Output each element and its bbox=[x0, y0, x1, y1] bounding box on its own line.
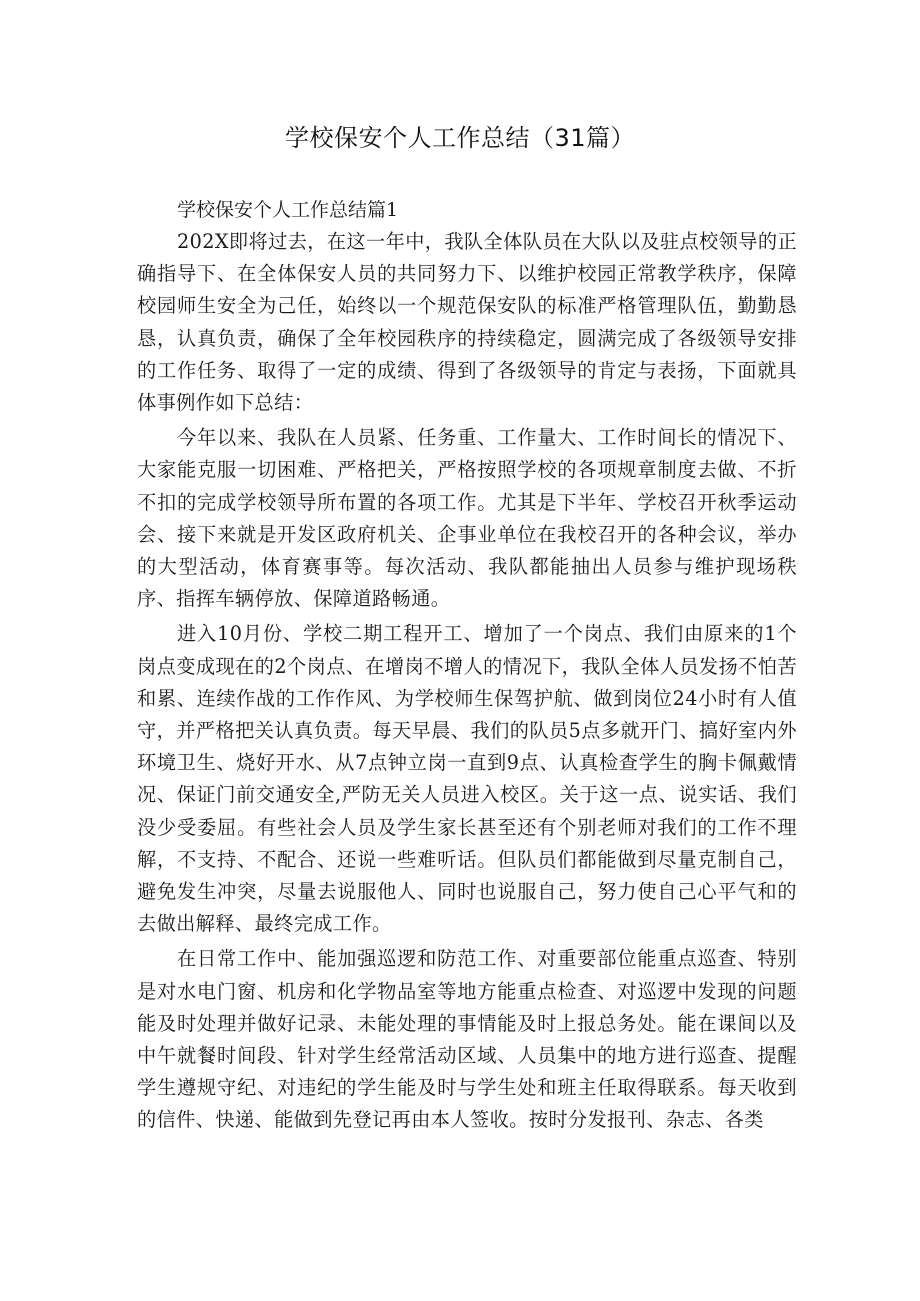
section-heading: 学校保安个人工作总结篇1 bbox=[177, 199, 399, 221]
paragraph: 今年以来、我队在人员紧、任务重、工作量大、工作时间长的情况下、大家能克服一切困难、严格把关，严格按照学校的各项规章制度去做、不折不扣的完成学校领导所布置的各项工作。尤其是下半年、学校召开秋季运动会、接下来就是开发区政府机关、企事业单位在我校召开的各种会议，举办的大型活动，体育赛事等。每次活动、我队都能抽出人员参与维护现场秩序、指挥车辆停放、保障道路畅通。 bbox=[137, 426, 797, 611]
document-title: 学校保安个人工作总结（31篇） bbox=[284, 124, 636, 152]
paragraph: 在日常工作中、能加强巡逻和防范工作、对重要部位能重点巡查、特别是对水电门窗、机房和化学物品室等地方能重点检查、对巡逻中发现的问题能及时处理并做好记录、未能处理的事情能及时上报总务处。能在课间以及中午就餐时间段、针对学生经常活动区域、人员集中的地方进行巡查、提醒学生遵规守纪、对违纪的学生能及时与学生处和班主任取得联系。每天收到的信件、快递、能做到先登记再由本人签收。按时分发报刊、杂志、各类 bbox=[137, 947, 797, 1132]
document-body bbox=[137, 194, 797, 1137]
paragraph: 进入10月份、学校二期工程开工、增加了一个岗点、我们由原来的1个岗点变成现在的2个岗点、在增岗不增人的情况下，我队全体人员发扬不怕苦和累、连续作战的工作作风、为学校师生保驾护航、做到岗位24小时有人值守，并严格把关认真负责。每天早晨、我们的队员5点多就开门、搞好室内外环境卫生、烧好开水、从7点钟立岗一直到9点、认真检查学生的胸卡佩戴情况、保证门前交通安全,严防无关人员进入校区。关于这一点、说实话、我们没少受委屈。有些社会人员及学生家长甚至还有个别老师对我们的工作不理解，不支持、不配合、还说一些难听话。但队员们都能做到尽量克制自己，避免发生冲突，尽量去说服他人、同时也说服自己，努力使自己心平气和的去做出解释、最终完成工作。 bbox=[137, 622, 797, 936]
paragraph: 202X即将过去，在这一年中，我队全体队员在大队以及驻点校领导的正确指导下、在全体保安人员的共同努力下、以维护校园正常教学秩序，保障校园师生安全为己任，始终以一个规范保安队的标准严格管理队伍，勤勤恳恳，认真负责，确保了全年校园秩序的持续稳定，圆满完成了各级领导安排的工作任务、取得了一定的成绩、得到了各级领导的肯定与表扬，下面就具体事例作如下总结： bbox=[137, 230, 797, 415]
